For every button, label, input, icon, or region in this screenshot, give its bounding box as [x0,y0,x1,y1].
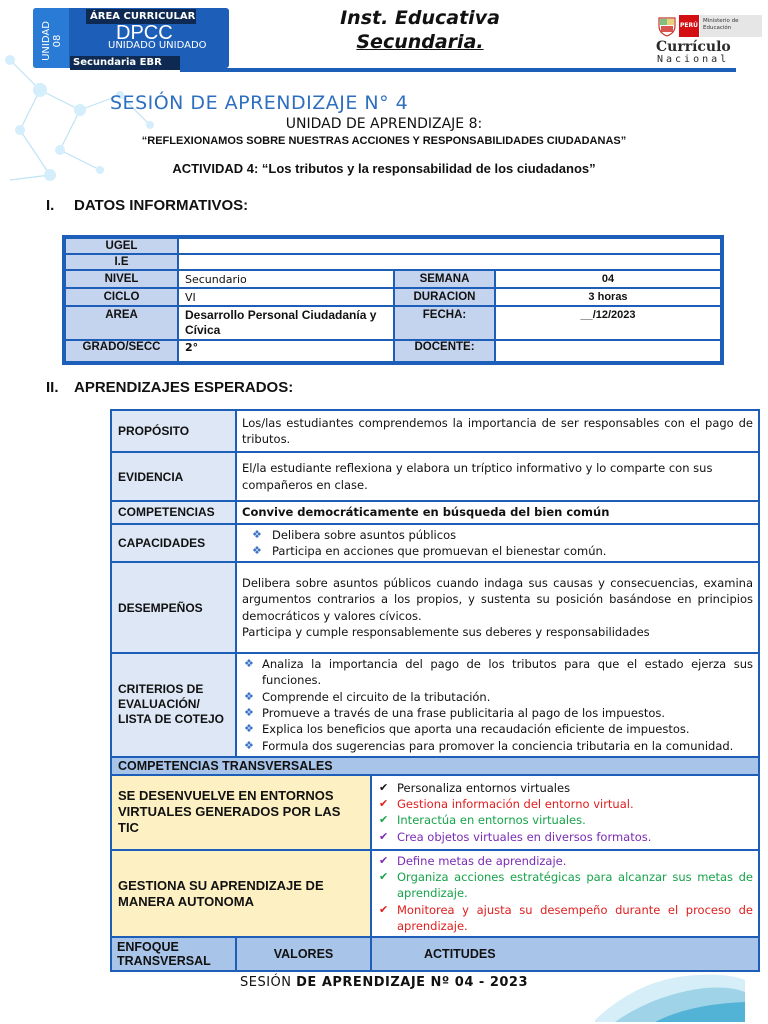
list-item [377,869,753,902]
table-row [65,288,721,306]
table-row [65,238,721,254]
list-item [242,689,753,705]
gestiona-list [377,853,753,934]
diamond-bullet-icon: ❖ [244,689,254,703]
aprendizajes-table [110,409,760,972]
table-row [65,270,721,288]
list-item [242,527,753,543]
session-title: SESIÓN DE APRENDIZAJE N° 4 [110,92,409,114]
curriculo-logo-text: Currículo [656,39,731,55]
area-value: Desarrollo Personal Ciudadanía y Cívica [178,306,394,340]
activity-title: ACTIVIDAD 4: “Los tributos y la responsabilidad de los ciudadanos” [172,161,596,176]
table-row [111,452,759,501]
proposito-text: Los/las estudiantes comprendemos la importancia de ser responsables con el pago de tributos. [236,410,759,452]
nacional-logo-text: Nacional [657,54,730,65]
list-item [377,812,753,828]
list-item [377,902,753,935]
criterios-list [242,656,753,754]
list-item [242,738,753,754]
capacidad-text: Participa en acciones que promuevan el bienestar común. [272,543,607,558]
competencias-text: Convive democráticamente en búsqueda del bien común [236,501,759,524]
list-item [242,721,753,737]
criterio-text: Explica los beneficios que aporta una recaudación eficiente de impuestos. [262,722,690,737]
duracion-value: 3 horas [495,288,721,306]
checkmark-icon: ✔ [379,780,389,794]
criterio-text: Analiza la importancia del pago de los tributos para que el estado ejerza sus funciones. [262,657,753,688]
table-row [65,340,721,362]
table-row [65,254,721,270]
section-number: II. [46,379,59,396]
unit-tab-label: UNIDAD 08 [41,21,63,61]
institution-line-2: Secundaria. [356,31,484,53]
list-item [242,543,753,559]
peru-logo-tag: PERÚ [679,15,699,37]
capacidad-text: Delibera sobre asuntos públicos [272,527,457,542]
level-label: Secundaria EBR [70,56,180,70]
desempenos-paragraph: Participa y cumple responsablemente sus deberes y responsabilidades [242,625,650,640]
ie-value [178,254,721,270]
desempenos-paragraph: Delibera sobre asuntos públicos cuando indaga sus causas y consecuencias, examina argumentos contrarios a los propios, y sustenta su posición basándose en principios democráticos y valores cívicos. [242,575,753,623]
proposito-label: PROPÓSITO [111,410,236,452]
ugel-value [178,238,721,254]
list-item [242,705,753,721]
actitudes-header: ACTITUDES [371,937,759,971]
competencias-label: COMPETENCIAS [111,501,236,524]
criterio-text: Comprende el circuito de la tributación. [262,689,491,704]
list-item [377,829,753,845]
section-title: DATOS INFORMATIVOS: [74,197,249,214]
table-row [111,850,759,937]
gestiona-item-text: Monitorea y ajusta su desempeño durante el proceso de aprendizaje. [397,902,753,934]
gestiona-item-text: Define metas de aprendizaje. [397,853,567,868]
tic-item-text: Gestiona información del entorno virtual. [397,797,634,812]
unit-subtitle: “REFLEXIONAMOS SOBRE NUESTRAS ACCIONES Y RESPONSABILIDADES CIUDADANAS” [141,135,627,147]
desempenos-label: DESEMPEÑOS [111,562,236,653]
criterios-cell [236,653,759,757]
diamond-bullet-icon: ❖ [252,527,262,541]
table-row [111,410,759,452]
header-divider [180,68,736,72]
area-curricular-label: ÁREA CURRICULAR [86,9,196,24]
area-label: AREA [65,306,178,340]
list-item [377,853,753,869]
diamond-bullet-icon: ❖ [244,738,254,752]
nivel-label: NIVEL [65,270,178,288]
tic-item-text: Interactúa en entornos virtuales. [397,813,586,828]
datos-informativos-table [62,235,724,365]
table-row [111,524,759,563]
area-code: DPCC [116,22,173,44]
list-item [242,656,753,689]
table-row [65,306,721,340]
ciclo-value: VI [178,288,394,306]
table-row [111,653,759,757]
list-item [377,796,753,812]
gestiona-cell [371,850,759,937]
docente-label: DOCENTE: [394,340,495,362]
table-row [111,562,759,653]
desempenos-cell [236,562,759,653]
capacidades-list [242,527,753,560]
criterios-label: CRITERIOS DE EVALUACIÓN/ LISTA DE COTEJO [111,653,236,757]
diamond-bullet-icon: ❖ [252,543,262,557]
semana-label: SEMANA [394,270,495,288]
table-row [111,937,759,971]
diamond-bullet-icon: ❖ [244,657,254,671]
unit-title: UNIDAD DE APRENDIZAJE 8: [285,116,483,132]
footer-prefix: SESIÓN [239,975,292,990]
tic-item-text: Crea objetos virtuales en diversos formatos. [397,829,652,844]
table-row [111,757,759,775]
ugel-label: UGEL [65,238,178,254]
tic-label: SE DESENVUELVE EN ENTORNOS VIRTUALES GENERADOS POR LAS TIC [111,775,371,850]
criterio-text: Formula dos sugerencias para promover la conciencia tributaria en la comunidad. [262,738,734,753]
checkmark-icon: ✔ [379,870,389,884]
ciclo-label: CICLO [65,288,178,306]
evidencia-label: EVIDENCIA [111,452,236,501]
table-row [111,501,759,524]
section-number: I. [46,197,55,214]
gestiona-label: GESTIONA SU APRENDIZAJE DE MANERA AUTONOMA [111,850,371,937]
checkmark-icon: ✔ [379,902,389,916]
checkmark-icon: ✔ [379,813,389,827]
unit-label: UNIDADO UNIDADO [108,40,207,51]
grado-label: GRADO/SECC [65,340,178,362]
docente-value [495,340,721,362]
section-title: APRENDIZAJES ESPERADOS: [74,379,294,396]
gestiona-item-text: Organiza acciones estratégicas para alcanzar sus metas de aprendizaje. [397,870,753,901]
tic-cell [371,775,759,850]
enfoque-header: ENFOQUE TRANSVERSAL [111,937,236,971]
diamond-bullet-icon: ❖ [244,705,254,719]
table-row [111,775,759,850]
evidencia-text: El/la estudiante reflexiona y elabora un tríptico informativo y lo comparte con sus compañeros en clase. [236,452,759,501]
diamond-bullet-icon: ❖ [244,722,254,736]
checkmark-icon: ✔ [379,853,389,867]
fecha-label: FECHA: [394,306,495,340]
semana-value: 04 [495,270,721,288]
footer-bold-text: DE APRENDIZAJE Nº 04 - 2023 [296,975,529,990]
footer-wave-graphic [595,972,745,1022]
institution-title [300,6,540,54]
fecha-value: __/12/2023 [495,306,721,340]
duracion-label: DURACION [394,288,495,306]
ministry-logo-label: Ministerio de Educación [700,15,762,37]
tic-list [377,780,753,845]
peru-shield-icon [656,15,678,37]
section-datos-heading [46,197,248,214]
grado-value: 2° [178,340,394,362]
capacidades-label: CAPACIDADES [111,524,236,563]
section-aprendizajes-heading [46,379,293,396]
valores-header: VALORES [236,937,371,971]
capacidades-cell [236,524,759,563]
checkmark-icon: ✔ [379,797,389,811]
criterio-text: Promueve a través de una frase publicitaria al pago de los impuestos. [262,705,666,720]
checkmark-icon: ✔ [379,829,389,843]
transversales-band: COMPETENCIAS TRANSVERSALES [111,757,759,775]
ie-label: I.E [65,254,178,270]
institution-line-1: Inst. Educativa [340,7,500,29]
nivel-value: Secundario [178,270,394,288]
list-item [377,780,753,796]
tic-item-text: Personaliza entornos virtuales [397,780,571,795]
